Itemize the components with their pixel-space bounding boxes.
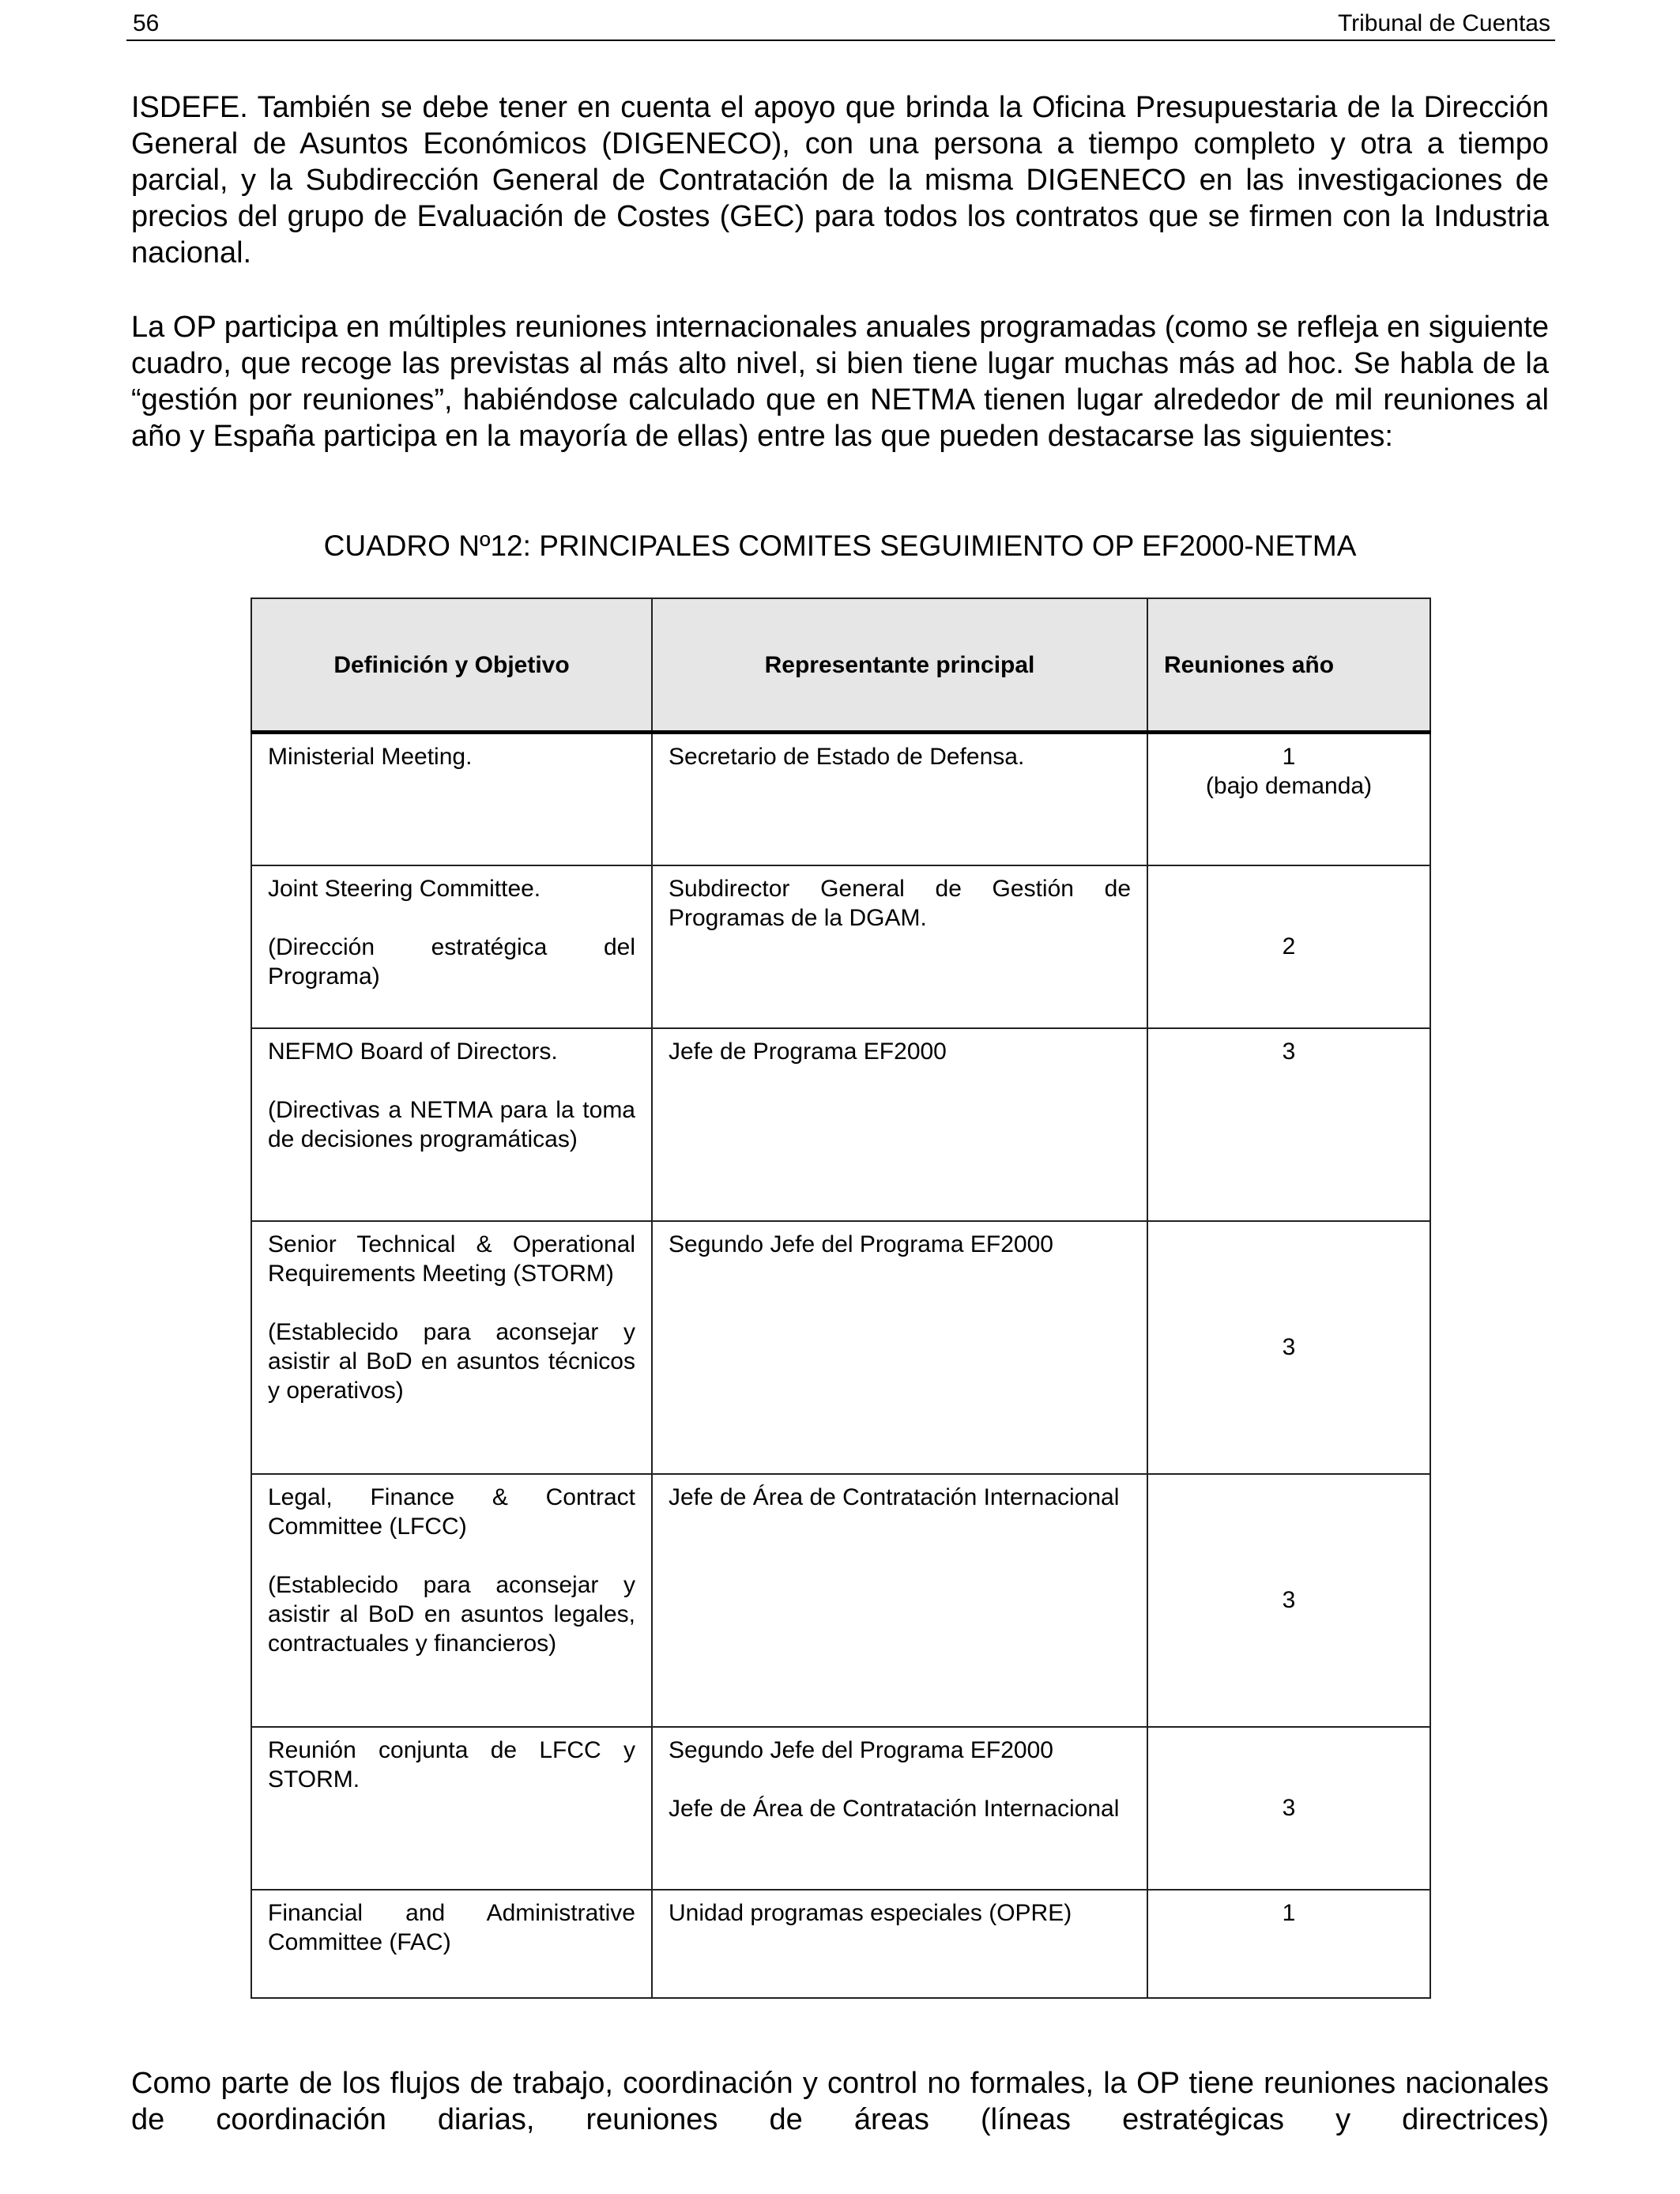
table-row xyxy=(251,865,1430,1028)
table-caption: CUADRO Nº12: PRINCIPALES COMITES SEGUIMIENTO OP EF2000-NETMA xyxy=(323,530,1357,562)
committee-purpose: (Dirección estratégica del Programa) xyxy=(268,933,635,990)
table-row xyxy=(251,1474,1430,1727)
cell-definition xyxy=(251,1221,652,1474)
cell-representative xyxy=(652,733,1147,865)
meetings-count: 2 xyxy=(1282,933,1296,959)
representative: Jefe de Programa EF2000 xyxy=(669,1038,947,1065)
page-header xyxy=(126,8,1555,41)
representative: Jefe de Área de Contratación Internacional xyxy=(669,1483,1120,1510)
meetings-count: 1 xyxy=(1282,744,1296,770)
page-number: 56 xyxy=(133,10,160,36)
committee-name: Joint Steering Committee. xyxy=(268,875,541,902)
cell-definition xyxy=(251,1727,652,1890)
table-row xyxy=(251,1028,1430,1221)
cell-definition xyxy=(251,733,652,865)
representative: Segundo Jefe del Programa EF2000 xyxy=(669,1736,1053,1763)
meetings-count: 3 xyxy=(1282,1334,1296,1360)
cell-representative xyxy=(652,1221,1147,1474)
paragraph-isdefe: ISDEFE. También se debe tener en cuenta el apoyo que brinda la Oficina Presupuestaria de la Dirección General de Asuntos Económicos (DIGENECO), con una persona a tiempo completo y otra a tiempo parcial, y la Subdirección General de Contratación de la misma DIGENECO en las investigaciones de precios del grupo de Evaluación de Costes (GEC) para todos los contratos que se firmen con la Industria nacional. xyxy=(131,91,1549,270)
cell-representative xyxy=(652,1474,1147,1727)
cell-meetings xyxy=(1147,733,1430,865)
cell-representative xyxy=(652,865,1147,1028)
cell-definition xyxy=(251,1890,652,1998)
paragraph-reuniones: La OP participa en múltiples reuniones internacionales anuales programadas (como se refleja en siguiente cuadro, que recoge las previstas al más alto nivel, si bien tiene lugar muchas más ad hoc. Se habla de la “gestión por reuniones”, habiéndose calculado que en NETMA tienen lugar alrededor de mil reuniones al año y España participa en la mayoría de ellas) entre las que pueden destacarse las siguientes: xyxy=(131,311,1549,453)
cell-meetings xyxy=(1147,1221,1430,1474)
representative: Subdirector General de Gestión de Programas de la DGAM. xyxy=(669,875,1131,931)
meetings-count: 3 xyxy=(1282,1587,1296,1613)
representative: Unidad programas especiales (OPRE) xyxy=(669,1899,1072,1926)
table-row xyxy=(251,733,1430,865)
meetings-count: 1 xyxy=(1282,1899,1296,1926)
cell-meetings xyxy=(1147,1474,1430,1727)
header-definicion: Definición y Objetivo xyxy=(251,598,652,733)
paragraph-flujos: Como parte de los flujos de trabajo, coordinación y control no formales, la OP tiene reuniones nacionales de coordinación diarias, reuniones de áreas (líneas estratégicas y directrices) xyxy=(131,2067,1549,2136)
table-row xyxy=(251,1727,1430,1890)
committee-purpose: (Establecido para aconsejar y asistir al BoD en asuntos legales, contractuales y financieros) xyxy=(268,1571,635,1657)
committee-name: Senior Technical & Operational Requirements Meeting (STORM) xyxy=(268,1231,635,1287)
committee-purpose: (Directivas a NETMA para la toma de decisiones programáticas) xyxy=(268,1096,635,1152)
cell-definition xyxy=(251,865,652,1028)
cell-representative xyxy=(652,1028,1147,1221)
cell-meetings xyxy=(1147,865,1430,1028)
cell-definition xyxy=(251,1028,652,1221)
cell-representative xyxy=(652,1727,1147,1890)
representative-secondary: Jefe de Área de Contratación Internacional xyxy=(669,1795,1120,1822)
meetings-note: (bajo demanda) xyxy=(1205,773,1373,799)
committee-name: NEFMO Board of Directors. xyxy=(268,1038,558,1065)
committee-name: Ministerial Meeting. xyxy=(268,744,473,770)
committee-name: Legal, Finance & Contract Committee (LFCC) xyxy=(268,1483,635,1540)
table-row xyxy=(251,1890,1430,1998)
committees-table xyxy=(250,598,1431,1999)
table-row xyxy=(251,1221,1430,1474)
cell-meetings xyxy=(1147,1727,1430,1890)
cell-meetings xyxy=(1147,1028,1430,1221)
cell-representative xyxy=(652,1890,1147,1998)
running-title: Tribunal de Cuentas xyxy=(1337,10,1550,36)
table-header-row xyxy=(251,598,1430,733)
cell-definition xyxy=(251,1474,652,1727)
representative: Segundo Jefe del Programa EF2000 xyxy=(669,1231,1053,1257)
committee-purpose: (Establecido para aconsejar y asistir al BoD en asuntos técnicos y operativos) xyxy=(268,1318,635,1404)
committee-name: Reunión conjunta de LFCC y STORM. xyxy=(268,1736,635,1793)
committee-name: Financial and Administrative Committee (FAC) xyxy=(268,1899,635,1955)
meetings-count: 3 xyxy=(1282,1038,1296,1065)
meetings-count: 3 xyxy=(1282,1795,1296,1821)
cell-meetings xyxy=(1147,1890,1430,1998)
header-representante: Representante principal xyxy=(652,598,1147,733)
header-reuniones: Reuniones año xyxy=(1147,598,1430,733)
representative: Secretario de Estado de Defensa. xyxy=(669,744,1025,770)
